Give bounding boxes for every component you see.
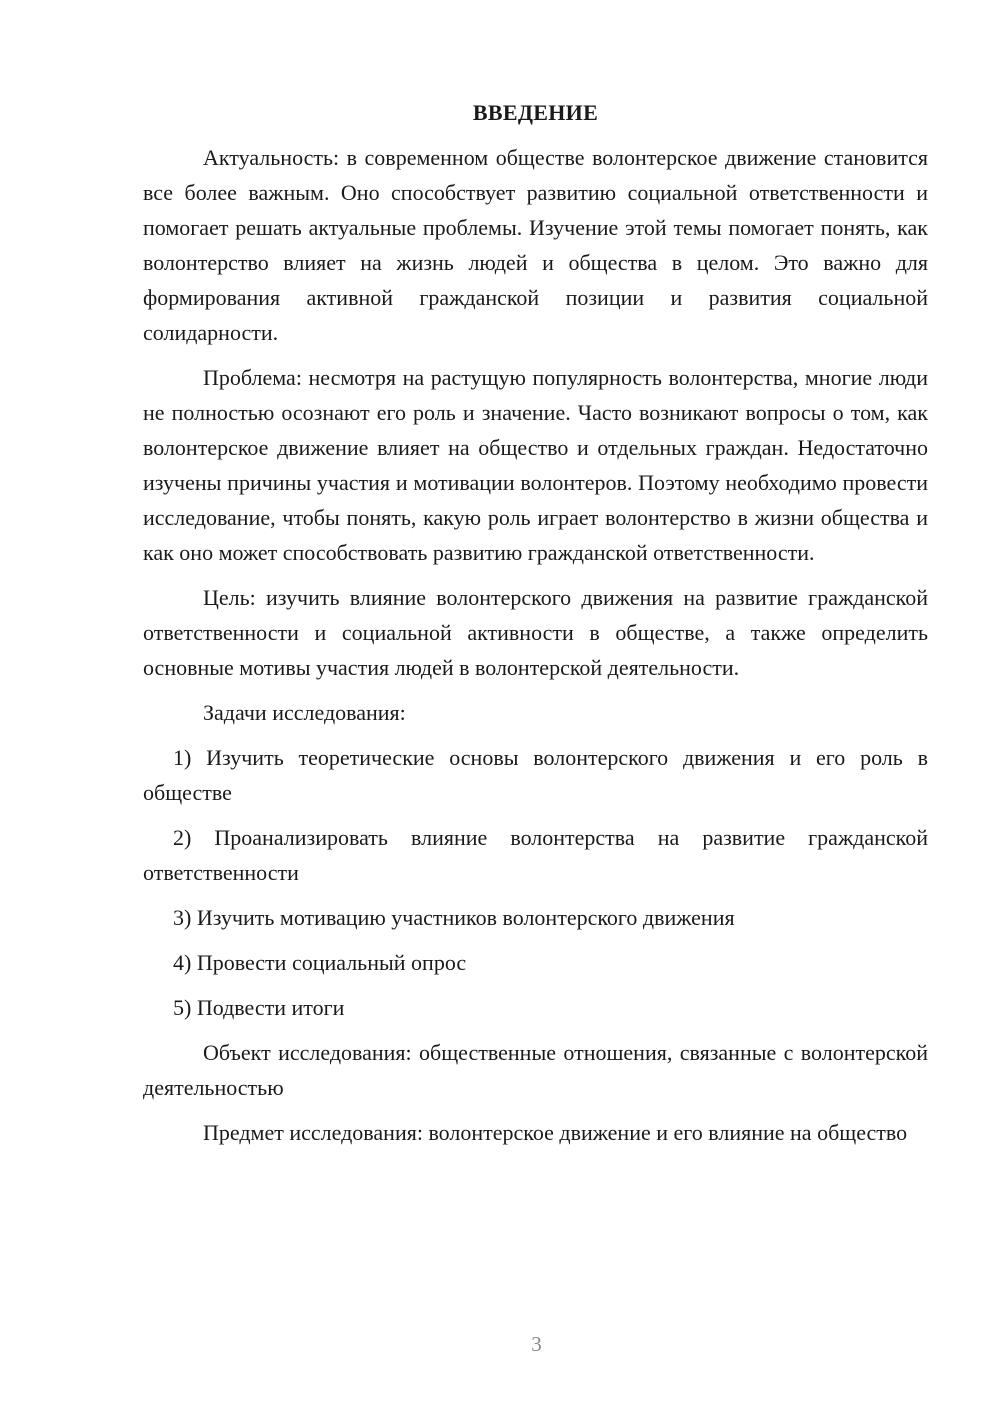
research-object-paragraph: Объект исследования: общественные отношения, связанные с волонтерской деятельностью (143, 1040, 928, 1100)
problem-paragraph: Проблема: несмотря на растущую популярность волонтерства, многие люди не полностью осознают его роль и значение. Часто возникают вопросы о том, как волонтерское движение влияет на общество и отдельных граждан. Недостаточно изучены причины участия и мотивации волонтеров. Поэтому необходимо провести исследование, чтобы понять, какую роль играет волонтерство в жизни общества и как оно может способствовать развитию гражданской ответственности. (143, 365, 928, 565)
document-body (143, 95, 928, 1160)
tasks-heading: Задачи исследования: (203, 700, 406, 725)
tasks-list (143, 740, 928, 1025)
page-number: 3 (531, 1332, 542, 1356)
task-item: 1) Изучить теоретические основы волонтерского движения и его роль в обществе (143, 745, 928, 805)
task-item: 5) Подвести итоги (173, 995, 345, 1020)
task-item: 3) Изучить мотивацию участников волонтерского движения (173, 905, 735, 930)
section-title: ВВЕДЕНИЕ (472, 100, 599, 125)
goal-paragraph: Цель: изучить влияние волонтерского движения на развитие гражданской ответственности и социальной активности в обществе, а также определить основные мотивы участия людей в волонтерской деятельности. (143, 585, 928, 680)
task-item: 2) Проанализировать влияние волонтерства на развитие гражданской ответственности (143, 825, 928, 885)
research-subject-paragraph: Предмет исследования: волонтерское движение и его влияние на общество (203, 1120, 908, 1145)
relevance-paragraph: Актуальность: в современном обществе волонтерское движение становится все более важным. Оно способствует развитию социальной ответственности и помогает решать актуальные проблемы. Изучение этой темы помогает понять, как волонтерство влияет на жизнь людей и общества в целом. Это важно для формирования активной гражданской позиции и развития социальной солидарности. (143, 145, 928, 345)
task-item: 4) Провести социальный опрос (173, 950, 467, 975)
